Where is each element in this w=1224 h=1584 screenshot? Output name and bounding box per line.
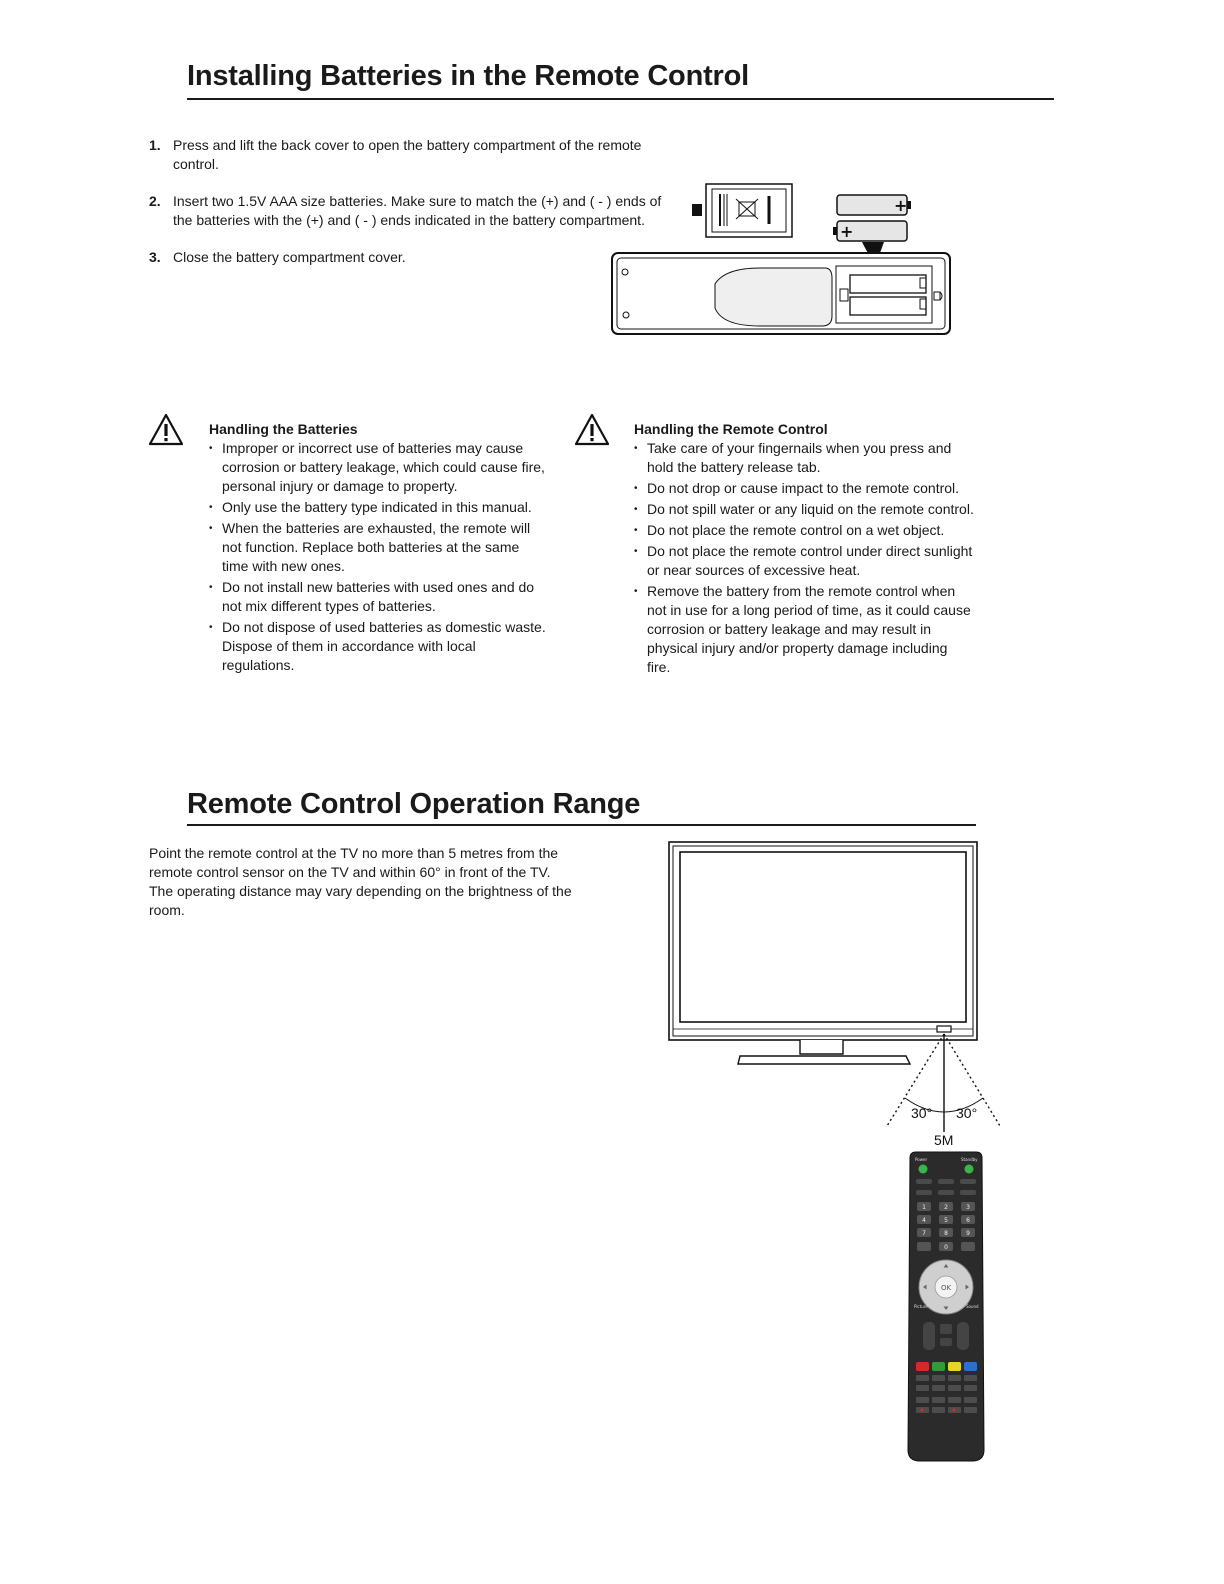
step-item bbox=[149, 192, 664, 230]
digit-label: 4 bbox=[922, 1217, 926, 1224]
step-number: 3. bbox=[149, 249, 161, 265]
digit-label: 0 bbox=[944, 1244, 948, 1251]
warning-icon bbox=[574, 413, 610, 446]
list-item: • Improper or incorrect use of batteries may cause corrosion or battery leakage, which could cause fire, personal injury or damage to property. bbox=[209, 439, 549, 496]
digit-label: 3 bbox=[966, 1204, 970, 1211]
yellow-button bbox=[948, 1362, 961, 1371]
warning-title: Handling the Remote Control bbox=[634, 421, 828, 437]
list-item: • When the batteries are exhausted, the remote will not function. Replace both batteries at the same time with new ones. bbox=[209, 519, 549, 576]
list-item: • Do not dispose of used batteries as domestic waste. Dispose of them in accordance with local regulations. bbox=[209, 618, 549, 675]
list-item: • Take care of your fingernails when you press and hold the battery release tab. bbox=[634, 439, 974, 477]
digit-label: 1 bbox=[922, 1204, 926, 1211]
standby-label: Standby bbox=[961, 1157, 978, 1162]
battery-plus-sign: + bbox=[840, 222, 854, 241]
picture-label: Picture bbox=[914, 1304, 928, 1309]
warning-list bbox=[634, 439, 974, 677]
digit-label: 7 bbox=[922, 1230, 926, 1237]
step-number: 1. bbox=[149, 137, 161, 153]
operation-range-paragraph bbox=[149, 844, 619, 920]
warning-list bbox=[209, 439, 549, 675]
step-item bbox=[149, 136, 664, 174]
digit-label: 5 bbox=[944, 1217, 948, 1224]
list-item: • Do not drop or cause impact to the remote control. bbox=[634, 479, 974, 498]
warning-remote-control bbox=[634, 421, 974, 679]
digit-label: 2 bbox=[944, 1204, 948, 1211]
warning-icon bbox=[148, 413, 184, 446]
digit-label: 9 bbox=[966, 1230, 970, 1237]
list-item: • Do not spill water or any liquid on the remote control. bbox=[634, 500, 974, 519]
list-item: • Do not install new batteries with used ones and do not mix different types of batteries. bbox=[209, 578, 549, 616]
section-rule bbox=[187, 98, 1054, 100]
ok-label: OK bbox=[940, 1284, 952, 1292]
power-label: Power bbox=[915, 1157, 928, 1162]
list-item: • Do not place the remote control under direct sunlight or near sources of excessive heat. bbox=[634, 542, 974, 580]
step-number: 2. bbox=[149, 193, 161, 209]
digit-label: 8 bbox=[944, 1230, 948, 1237]
sound-label: Sound bbox=[966, 1304, 979, 1309]
paragraph-line: remote control sensor on the TV and within 60° in front of the TV. bbox=[149, 864, 551, 880]
blue-button bbox=[964, 1362, 977, 1371]
step-text: Press and lift the back cover to open the battery compartment of the remote control. bbox=[173, 137, 642, 172]
green-button bbox=[932, 1362, 945, 1371]
paragraph-line: The operating distance may vary depending on the brightness of the bbox=[149, 883, 572, 899]
digit-label: 6 bbox=[966, 1217, 970, 1224]
paragraph-line: Point the remote control at the TV no more than 5 metres from the bbox=[149, 845, 559, 861]
step-text: Insert two 1.5V AAA size batteries. Make sure to match the (+) and ( - ) ends of the batteries with the (+) and ( - ) ends indicated in the battery compartment. bbox=[173, 193, 662, 228]
distance-label: 5M bbox=[934, 1132, 954, 1148]
red-button bbox=[916, 1362, 929, 1371]
section-title-batteries: Installing Batteries in the Remote Control bbox=[187, 60, 749, 92]
paragraph-line: room. bbox=[149, 902, 185, 918]
power-button bbox=[919, 1165, 928, 1174]
remote-control-illustration bbox=[906, 1150, 986, 1466]
warning-batteries bbox=[209, 421, 549, 677]
section-rule bbox=[187, 824, 976, 826]
step-item bbox=[149, 248, 664, 267]
step-text: Close the battery compartment cover. bbox=[173, 249, 406, 265]
list-item: • Do not place the remote control on a wet object. bbox=[634, 521, 974, 540]
battery-compartment-illustration bbox=[600, 178, 960, 340]
warning-title: Handling the Batteries bbox=[209, 421, 358, 437]
battery-steps bbox=[149, 136, 664, 285]
angle-label-right: 30° bbox=[956, 1105, 978, 1121]
list-item: • Remove the battery from the remote control when not in use for a long period of time, as it could cause corrosion or battery leakage and may result in physical injury and/or property damage including fire. bbox=[634, 582, 974, 677]
tv-range-illustration bbox=[660, 836, 1010, 1152]
angle-label-left: 30° bbox=[911, 1105, 933, 1121]
standby-button bbox=[965, 1165, 974, 1174]
list-item: • Only use the battery type indicated in this manual. bbox=[209, 498, 549, 517]
section-title-operation-range: Remote Control Operation Range bbox=[187, 788, 641, 820]
battery-plus-sign: + bbox=[894, 196, 908, 215]
